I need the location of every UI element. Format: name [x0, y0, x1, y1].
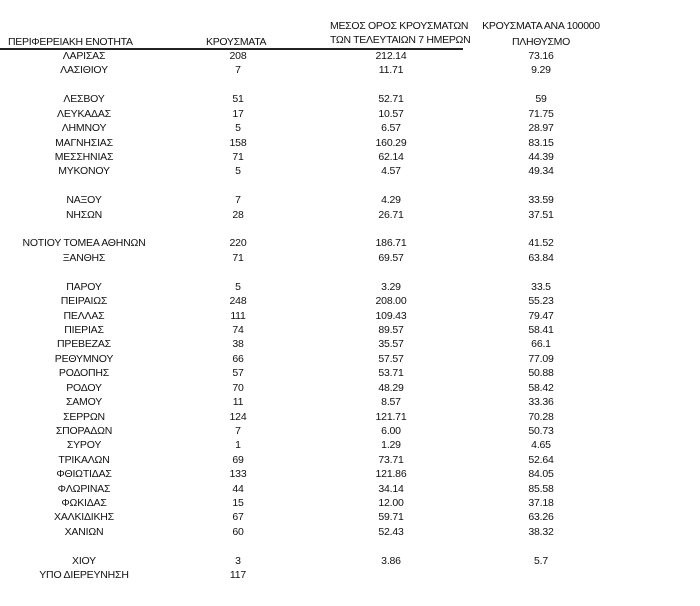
region-cell: ΧΙΟΥ [72, 554, 96, 567]
region-cell: ΣΕΡΡΩΝ [63, 410, 105, 423]
avg7-cell: 35.57 [378, 338, 404, 351]
region-cell: ΞΑΝΘΗΣ [62, 251, 106, 264]
cases-cell: 117 [229, 569, 247, 582]
cases-cell: 124 [229, 410, 247, 423]
cases-cell: 51 [232, 93, 244, 106]
region-cell: ΠΕΙΡΑΙΩΣ [60, 295, 108, 308]
header-cases: ΚΡΟΥΣΜΑΤΑ [206, 36, 267, 48]
per100k-cell: 4.65 [531, 439, 551, 452]
per100k-cell: 63.26 [528, 511, 554, 524]
avg7-cell: 6.00 [381, 424, 401, 437]
avg7-cell: 4.57 [381, 165, 401, 178]
cases-cell: 208 [229, 50, 247, 62]
cases-cell: 15 [232, 497, 244, 510]
region-cell: ΠΙΕΡΙΑΣ [64, 323, 104, 336]
per100k-cell: 79.47 [528, 309, 554, 322]
per100k-cell: 55.23 [528, 295, 554, 308]
cases-cell: 74 [232, 323, 244, 336]
per100k-cell: 44.39 [528, 150, 554, 163]
region-cell: ΦΘΙΩΤΙΔΑΣ [56, 468, 112, 481]
region-cell: ΛΗΜΝΟΥ [61, 122, 107, 135]
per100k-cell: 73.16 [528, 50, 554, 62]
cases-cell: 66 [232, 352, 244, 365]
header-avg7-line1: ΜΕΣΟΣ ΟΡΟΣ ΚΡΟΥΣΜΑΤΩΝ [330, 20, 469, 32]
cases-cell: 69 [232, 453, 244, 466]
per100k-cell: 33.5 [531, 280, 551, 293]
region-cell: ΥΠΟ ΔΙΕΡΕΥΝΗΣΗ [39, 569, 129, 582]
cases-cell: 28 [232, 208, 244, 221]
avg7-cell: 186.71 [375, 237, 407, 250]
avg7-cell: 53.71 [378, 367, 404, 380]
avg7-cell: 26.71 [378, 208, 404, 221]
avg7-cell: 8.57 [381, 396, 401, 409]
header-per100k-line2: ΠΛΗΘΥΣΜΟ [511, 36, 571, 48]
region-cell: ΦΩΚΙΔΑΣ [61, 497, 107, 510]
region-cell: ΣΥΡΟΥ [66, 439, 102, 452]
cases-cell: 133 [229, 468, 247, 481]
cases-cell: 57 [232, 367, 244, 380]
avg7-cell: 52.43 [378, 525, 404, 538]
per100k-cell: 85.58 [528, 482, 554, 495]
avg7-cell: 59.71 [378, 511, 404, 524]
region-cell: ΡΕΘΥΜΝΟΥ [54, 352, 114, 365]
cases-cell: 44 [232, 482, 244, 495]
cases-cell: 7 [235, 194, 241, 207]
per100k-cell: 9.29 [531, 64, 551, 77]
avg7-cell: 34.14 [378, 482, 404, 495]
per100k-cell: 84.05 [528, 468, 554, 481]
region-cell: ΝΟΤΙΟΥ ΤΟΜΕΑ ΑΘΗΝΩΝ [22, 237, 146, 250]
cases-cell: 5 [235, 280, 241, 293]
region-cell: ΡΟΔΟΠΗΣ [58, 367, 110, 380]
region-cell: ΝΗΣΩΝ [65, 208, 103, 221]
per100k-cell: 66.1 [531, 338, 551, 351]
per100k-cell: 50.73 [528, 424, 554, 437]
avg7-cell: 52.71 [378, 93, 404, 106]
region-cell: ΧΑΝΙΩΝ [64, 525, 104, 538]
per100k-cell: 41.52 [528, 237, 554, 250]
cases-cell: 1 [235, 439, 241, 452]
avg7-cell: 73.71 [378, 453, 404, 466]
cases-cell: 7 [235, 64, 241, 77]
per100k-cell: 58.41 [528, 323, 554, 336]
cases-cell: 71 [232, 150, 244, 163]
cases-cell: 158 [229, 136, 247, 149]
avg7-cell: 1.29 [381, 439, 401, 452]
cases-cell: 60 [232, 525, 244, 538]
cases-cell: 3 [235, 554, 241, 567]
per100k-cell: 83.15 [528, 136, 554, 149]
per100k-cell: 70.28 [528, 410, 554, 423]
region-cell: ΠΑΡΟΥ [66, 280, 102, 293]
avg7-cell: 10.57 [378, 107, 404, 120]
per100k-cell: 50.88 [528, 367, 554, 380]
cases-cell: 11 [232, 396, 244, 409]
cases-cell: 5 [235, 165, 241, 178]
avg7-cell: 121.86 [375, 468, 407, 481]
avg7-cell: 57.57 [378, 352, 404, 365]
cases-cell: 220 [229, 237, 247, 250]
avg7-cell: 4.29 [381, 194, 401, 207]
avg7-cell: 160.29 [375, 136, 407, 149]
per100k-cell: 59 [535, 93, 547, 106]
per100k-cell: 52.64 [528, 453, 554, 466]
per100k-cell: 77.09 [528, 352, 554, 365]
avg7-cell: 89.57 [378, 323, 404, 336]
avg7-cell: 11.71 [378, 64, 404, 77]
cases-cell: 67 [232, 511, 244, 524]
region-cell: ΛΕΥΚΑΔΑΣ [57, 107, 111, 120]
cases-cell: 111 [230, 309, 246, 322]
avg7-cell: 109.43 [375, 309, 407, 322]
cases-cell: 71 [232, 251, 244, 264]
per100k-cell: 28.97 [528, 122, 554, 135]
per100k-cell: 33.59 [528, 194, 554, 207]
per100k-cell: 63.84 [528, 251, 554, 264]
region-cell: ΜΥΚΟΝΟΥ [58, 165, 110, 178]
per100k-cell: 71.75 [528, 107, 554, 120]
cases-cell: 38 [232, 338, 244, 351]
header-region: ΠΕΡΙΦΕΡΕΙΑΚΗ ΕΝΟΤΗΤΑ [8, 36, 133, 48]
per100k-cell: 37.18 [528, 497, 554, 510]
header-per100k-line1: ΚΡΟΥΣΜΑΤΑ ΑΝΑ 100000 [482, 20, 600, 32]
region-cell: ΝΑΞΟΥ [66, 194, 102, 207]
cases-cell: 248 [229, 295, 247, 308]
region-cell: ΠΡΕΒΕΖΑΣ [57, 338, 111, 351]
avg7-cell: 208.00 [375, 295, 407, 308]
region-cell: ΦΛΩΡΙΝΑΣ [57, 482, 111, 495]
region-cell: ΤΡΙΚΑΛΩΝ [58, 453, 110, 466]
per100k-cell: 33.36 [528, 396, 554, 409]
cases-cell: 70 [232, 381, 244, 394]
avg7-cell: 6.57 [381, 122, 401, 135]
region-cell: ΜΕΣΣΗΝΙΑΣ [54, 150, 114, 163]
header-avg7-line2: ΤΩΝ ΤΕΛΕΥΤΑΙΩΝ 7 ΗΜΕΡΩΝ [330, 34, 471, 46]
region-cell: ΣΠΟΡΑΔΩΝ [55, 424, 113, 437]
avg7-cell: 69.57 [378, 251, 404, 264]
per100k-cell: 38.32 [528, 525, 554, 538]
region-cell: ΛΑΣΙΘΙΟΥ [60, 64, 108, 77]
region-cell: ΣΑΜΟΥ [65, 396, 103, 409]
avg7-cell: 48.29 [378, 381, 404, 394]
avg7-cell: 62.14 [378, 150, 404, 163]
cases-cell: 7 [235, 424, 241, 437]
avg7-cell: 121.71 [375, 410, 407, 423]
region-cell: ΛΕΣΒΟΥ [63, 93, 105, 106]
avg7-cell: 212.14 [375, 50, 407, 62]
per100k-cell: 58.42 [528, 381, 554, 394]
avg7-cell: 12.00 [378, 497, 404, 510]
avg7-cell: 3.29 [381, 280, 401, 293]
per100k-cell: 49.34 [528, 165, 554, 178]
region-cell: ΛΑΡΙΣΑΣ [62, 50, 106, 62]
region-cell: ΧΑΛΚΙΔΙΚΗΣ [54, 511, 114, 524]
region-cell: ΠΕΛΛΑΣ [63, 309, 105, 322]
cases-cell: 5 [235, 122, 241, 135]
per100k-cell: 5.7 [534, 554, 548, 567]
cases-cell: 17 [232, 107, 244, 120]
region-cell: ΜΑΓΝΗΣΙΑΣ [55, 136, 113, 149]
per100k-cell: 37.51 [528, 208, 554, 221]
region-cell: ΡΟΔΟΥ [66, 381, 102, 394]
avg7-cell: 3.86 [381, 554, 401, 567]
